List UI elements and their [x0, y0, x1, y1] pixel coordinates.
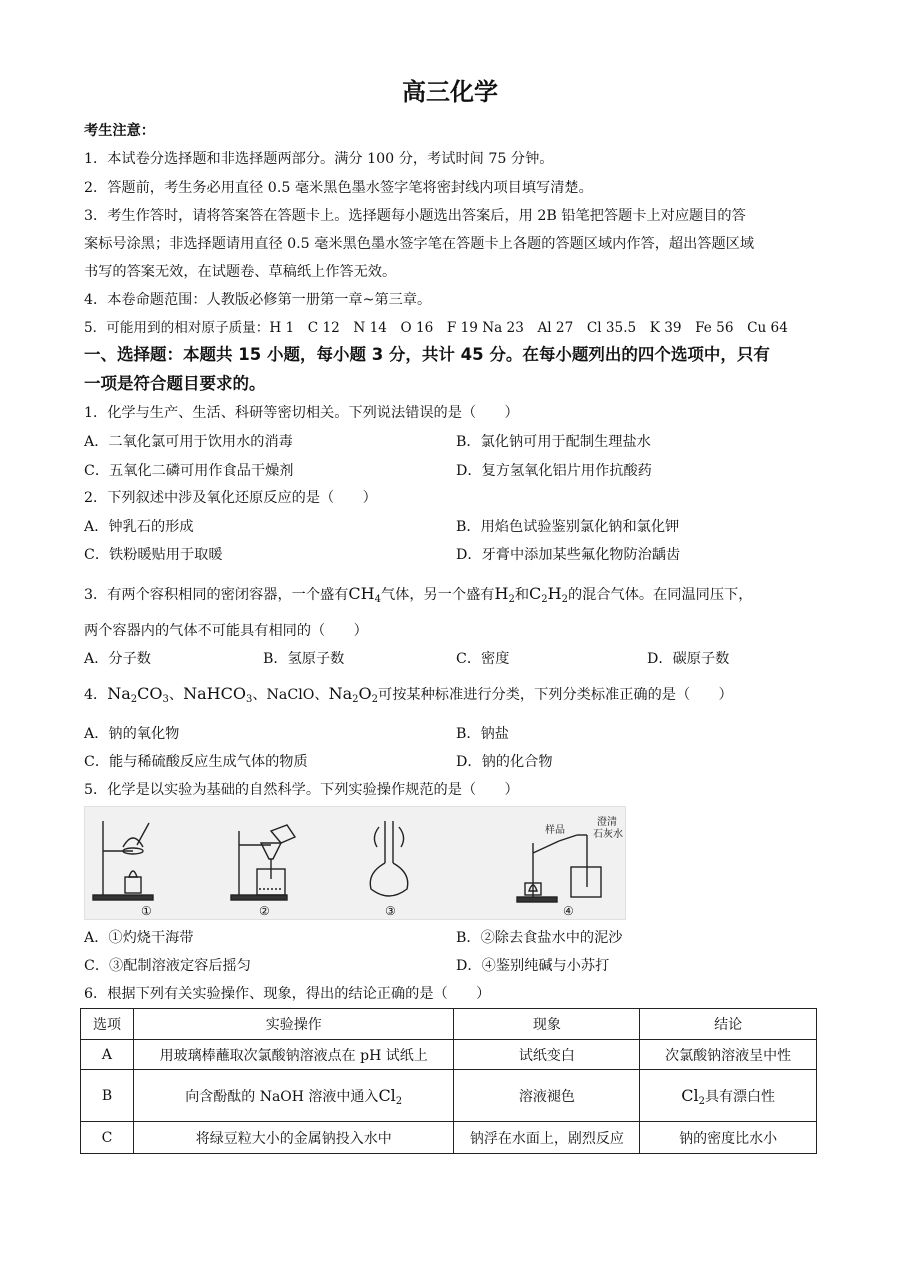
cell-observation: 钠浮在水面上，剧烈反应: [454, 1122, 640, 1154]
cell-observation: 溶液褪色: [454, 1070, 640, 1122]
notice-4: 4．本卷命题范围：人教版必修第一册第一章~第三章。: [84, 292, 432, 308]
q3-stem-line1: [84, 584, 752, 605]
apparatus-drawing: [85, 807, 625, 919]
label-limewater-1: 澄清: [597, 817, 617, 828]
q2-option-c: C．铁粉暖贴用于取暖: [84, 547, 223, 563]
label-sample: 样品: [545, 825, 565, 836]
section-heading-line2: 一项是符合题目要求的。: [84, 374, 266, 393]
q5-option-c: C．③配制溶液定容后摇匀: [84, 958, 251, 974]
label-limewater-2: 石灰水: [593, 829, 623, 840]
q6-table: [80, 1008, 817, 1154]
q3-text-2: 气体，另一个盛有: [380, 587, 495, 603]
q4-option-a: A．钠的氧化物: [84, 726, 180, 742]
cell-option: C: [81, 1122, 134, 1154]
page-title: 高三化学: [402, 78, 498, 106]
cell-conclusion: 次氯酸钠溶液呈中性: [640, 1040, 817, 1070]
formula-h2: $H_2$: [494, 584, 515, 605]
header-option: 选项: [81, 1009, 134, 1040]
header-conclusion: 结论: [640, 1009, 817, 1040]
formula-nahco3: NaHCO$_3$: [183, 684, 253, 705]
q1-option-b: B．氯化钠可用于配制生理盐水: [456, 434, 651, 450]
q3-option-b: B．氢原子数: [263, 651, 345, 667]
header-operation: 实验操作: [133, 1009, 454, 1040]
q3-stem-line2: 两个容器内的气体不可能具有相同的（ ）: [84, 623, 368, 639]
cell-option: A: [81, 1040, 134, 1070]
notice-5: 5．可能用到的相对原子质量：H 1 C 12 N 14 O 16 F 19 Na 23 Al 27 Cl 35.5 K 39 Fe 56 Cu 64: [84, 320, 788, 336]
notice-2: 2．答题前，考生务必用直径 0.5 毫米黑色墨水签字笔将密封线内项目填写清楚。: [84, 180, 593, 196]
q4-sep-1: 、: [168, 687, 184, 703]
label-apparatus-1: ①: [141, 904, 152, 918]
q3-option-d: D．碳原子数: [647, 651, 730, 667]
q3-text-4: 的混合气体。在同温同压下，: [567, 587, 753, 603]
cell-conclusion: 钠的密度比水小: [640, 1122, 817, 1154]
q3-option-c: C．密度: [456, 651, 510, 667]
q2-option-a: A．钟乳石的形成: [84, 519, 194, 535]
table-header-row: [81, 1009, 817, 1040]
notice-heading: 考生注意：: [84, 123, 155, 139]
cell-operation: 用玻璃棒蘸取次氯酸钠溶液点在 pH 试纸上: [133, 1040, 454, 1070]
formula-c2h2: $C_2H_2$: [529, 584, 568, 605]
table-row: [81, 1040, 817, 1070]
q3-option-a: A．分子数: [84, 651, 151, 667]
apparatus-3-icon: [370, 821, 407, 896]
q4-number: 4．: [84, 687, 108, 703]
label-apparatus-4: ④: [563, 904, 574, 918]
section-heading-line1: 一、选择题：本题共 15 小题，每小题 3 分，共计 45 分。在每小题列出的四个选项中，只有: [84, 345, 770, 364]
q4-option-c: C．能与稀硫酸反应生成气体的物质: [84, 754, 308, 770]
q5-stem: 5．化学是以实验为基础的自然科学。下列实验操作规范的是（ ）: [84, 782, 519, 798]
cell-conclusion: $Cl_2$具有漂白性: [640, 1070, 817, 1122]
q4-stem: [84, 684, 733, 705]
table-row: [81, 1070, 817, 1122]
table-row: [81, 1122, 817, 1154]
q2-stem: 2．下列叙述中涉及氧化还原反应的是（ ）: [84, 490, 377, 506]
q3-text-1: 3．有两个容积相同的密闭容器，一个盛有: [84, 587, 349, 603]
cell-observation: 试纸变白: [454, 1040, 640, 1070]
q1-option-d: D．复方氢氧化铝片用作抗酸药: [456, 463, 652, 479]
q2-option-d: D．牙膏中添加某些氟化物防治龋齿: [456, 547, 681, 563]
q1-option-c: C．五氧化二磷可用作食品干燥剂: [84, 463, 294, 479]
label-apparatus-2: ②: [259, 904, 270, 918]
q6-stem: 6．根据下列有关实验操作、现象，得出的结论正确的是（ ）: [84, 986, 491, 1002]
formula-na2o2: $Na_2O_2$: [328, 684, 379, 705]
formula-cl2: $Cl_2$: [681, 1085, 705, 1107]
q2-option-b: B．用焰色试验鉴别氯化钠和氯化钾: [456, 519, 680, 535]
q5-option-b: B．②除去食盐水中的泥沙: [456, 930, 623, 946]
q5-option-a: A．①灼烧干海带: [84, 930, 194, 946]
apparatus-4-icon: [517, 835, 601, 902]
formula-ch4: $CH_4$: [348, 584, 381, 605]
q1-option-a: A．二氧化氯可用于饮用水的消毒: [84, 434, 293, 450]
label-apparatus-3: ③: [385, 904, 396, 918]
apparatus-1-icon: [93, 821, 153, 900]
apparatus-2-icon: [231, 825, 295, 900]
header-observation: 现象: [454, 1009, 640, 1040]
notice-1: 1．本试卷分选择题和非选择题两部分。满分 100 分，考试时间 75 分钟。: [84, 151, 554, 167]
cell-operation: 将绿豆粒大小的金属钠投入水中: [133, 1122, 454, 1154]
notice-3-line1: 3．考生作答时，请将答案答在答题卡上。选择题每小题选出答案后，用 2B 铅笔把答题卡上对应题目的答: [84, 208, 746, 224]
q4-option-b: B．钠盐: [456, 726, 509, 742]
notice-3-line3: 书写的答案无效，在试题卷、草稿纸上作答无效。: [84, 264, 397, 280]
q5-apparatus-figure: [84, 806, 626, 920]
cell-option: B: [81, 1070, 134, 1122]
notice-3-line2: 案标号涂黑；非选择题请用直径 0.5 毫米黑色墨水签字笔在答题卡上各题的答题区域内作答，超出答题区域: [84, 236, 755, 252]
q4-sep-2: 、NaClO、: [252, 687, 329, 703]
q4-option-d: D．钠的化合物: [456, 754, 553, 770]
cell-operation: 向含酚酞的 NaOH 溶液中通入$Cl_2$: [133, 1070, 454, 1122]
q1-stem: 1．化学与生产、生活、科研等密切相关。下列说法错误的是（ ）: [84, 405, 519, 421]
q4-stem-tail: 可按某种标准进行分类，下列分类标准正确的是（ ）: [378, 687, 733, 703]
q5-option-d: D．④鉴别纯碱与小苏打: [456, 958, 610, 974]
formula-na2co3: $Na_2CO_3$: [107, 684, 169, 705]
q3-text-3: 和: [514, 587, 530, 603]
formula-cl2: $Cl_2$: [378, 1085, 403, 1107]
